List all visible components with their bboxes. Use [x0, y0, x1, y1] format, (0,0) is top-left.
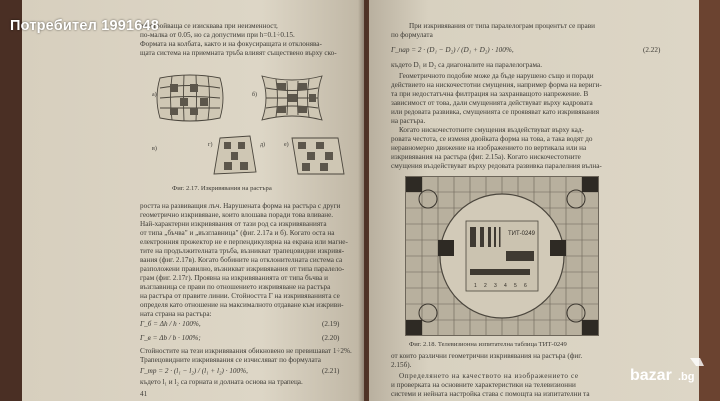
- text-line: Трапецовидните изкривявания се изчисляват по формулата: [140, 356, 321, 364]
- text-line: Формата на колбата, както и на фокусиращата и отклонява-: [140, 40, 322, 48]
- text-line: където D₁ и D₂ са диагоналите на паралелограма.: [391, 61, 542, 69]
- text-line: геометрично изкривяване, които влошава поради това вливане.: [140, 211, 334, 219]
- formula: Г_пар = 2 · (D₁ − D₂) / (D₁ + D₂) · 100%,: [391, 46, 514, 54]
- fig-label: е): [284, 142, 289, 148]
- text-line: от типа „бъчва" и „възглавница" (фиг. 2.17а и б). Когато оста на: [140, 229, 335, 237]
- text-line: При изкривявания от типа паралелограм процентът се прави: [409, 22, 595, 30]
- text-line: и проверката на основните характеристики на телевизионни: [391, 381, 576, 389]
- test-pattern-graphic: [406, 177, 598, 335]
- text-line: неравномерно движение на изображението по вертикала или на: [391, 144, 587, 152]
- distortion-figure: [152, 70, 362, 182]
- text-line: където l₁ и l₂ са горната и долната основа на трапеца.: [140, 378, 303, 386]
- test-pattern-label: 5: [514, 283, 517, 289]
- text-line: по-малка от 0.05, но са допустими при h=0.1÷0.15.: [140, 31, 295, 39]
- text-line: разстройваща се изисквава при неизменност,: [140, 22, 278, 30]
- book-cover-left: [0, 0, 22, 401]
- text-line: разположени правилно, възникват изкривявания от типа паралело-: [140, 265, 345, 273]
- text-line: определя като отношение на максималното отдаване към изкриви-: [140, 301, 344, 309]
- text-line: Когато нискочестотните смущения въздействуват върху кад-: [399, 126, 584, 134]
- text-line: на растъра от правите линии. Стойността Г на изкривяванията се: [140, 292, 340, 300]
- text-line: изкривявания на растъра (фиг. 2.15а). Когато нискочестотните: [391, 153, 581, 161]
- test-pattern-image: [405, 176, 599, 336]
- text-line: електронния прожектор не е перпендикулярна на екрана или магне-: [140, 238, 348, 246]
- text-line: грам (фиг. 2.17г). Проявна на изкривяванията от типа бъчва и: [140, 274, 328, 282]
- text-line: или редовата развивка, смущенията се проявяват като изкривявания: [391, 108, 600, 116]
- equation-number: (2.22): [643, 46, 661, 54]
- logo-suffix: .bg: [678, 371, 695, 383]
- text-line: ровата честота, се изменя двойката форма на това, а така водят до: [391, 135, 593, 143]
- formula: Г_в = Δb / b · 100%;: [140, 334, 201, 342]
- test-pattern-label: 3: [494, 283, 497, 289]
- text-line: Стойностите на тези изкривявания обикновено не превишават 1÷2%.: [140, 347, 352, 355]
- figure-caption: Фиг. 2.17. Изкривявания на растъра: [172, 185, 272, 192]
- text-line: действието на нискочестотни смущения, например форма на вериги-: [391, 81, 602, 89]
- figure-caption: Фиг. 2.18. Телевизионна изпитателна таблица ТИТ-0249: [409, 341, 567, 348]
- equation-number: (2.19): [322, 320, 340, 328]
- logo-text: bazar: [630, 367, 672, 384]
- equation-number: (2.20): [322, 334, 340, 342]
- right-page: [369, 0, 699, 401]
- text-line: та при недостатъчна филтрация на захранващото напрежение. В: [391, 90, 589, 98]
- text-line: щата система на приемната тръба влияят съществено върху ско-: [140, 49, 337, 57]
- fig-label: г): [208, 142, 213, 148]
- text-line: зависимост от това, дали смущенията действуват върху кадровата: [391, 99, 593, 107]
- equation-number: (2.21): [322, 367, 340, 375]
- text-line: Определянето на качеството на изображението се: [399, 372, 579, 380]
- text-line: смущения въздействуват върху редовата развивка паралелния вълна-: [391, 162, 602, 170]
- text-line: по формулата: [391, 31, 433, 39]
- fig-label: a): [152, 92, 157, 98]
- test-pattern-label: ТИТ-0249: [508, 231, 535, 237]
- test-pattern-label: 4: [504, 283, 507, 289]
- text-line: възглавница се прави по отношението изкривяване на растъра: [140, 283, 331, 291]
- text-line: ростта на развиващия лъч. Нарушената форма на растъра с други: [140, 202, 341, 210]
- test-pattern-label: 6: [524, 283, 527, 289]
- formula: Г_б = Δh / h · 100%,: [140, 320, 201, 328]
- user-watermark: Потребител 1991648: [10, 18, 160, 34]
- test-pattern-label: 2: [484, 283, 487, 289]
- text-line: от които различни геометрични изкривявания на растъра (фиг.: [391, 352, 583, 360]
- book-cover-right: [699, 0, 720, 401]
- text-line: тите на продължителната тръба, възникват трапецовидни изкривя-: [140, 247, 345, 255]
- page-number: 41: [140, 390, 148, 398]
- test-pattern-label: 1: [474, 283, 477, 289]
- formula: Г_тр = 2 · (l₁ − l₂) / (l₁ + l₂) · 100%,: [140, 367, 248, 375]
- text-line: ната страна на растъра:: [140, 310, 212, 318]
- text-line: Геометричното подобие може да бъде нарушено също и поради: [399, 72, 594, 80]
- text-line: 2.15б).: [391, 361, 412, 369]
- text-line: на растъра.: [391, 117, 426, 125]
- fig-label: б): [252, 92, 258, 98]
- text-line: Най-характерни изкривявания от тази род са изкривяванията: [140, 220, 327, 228]
- text-line: вания (фиг. 2.17в). Когато бобините на отклонителната система са: [140, 256, 343, 264]
- bazar-logo: [628, 354, 716, 394]
- fig-label: д): [260, 142, 266, 148]
- fig-label: в): [152, 146, 157, 152]
- text-line: системи и нейната настройка става с помощта на изпитателни та: [391, 390, 590, 398]
- left-page: [22, 0, 364, 401]
